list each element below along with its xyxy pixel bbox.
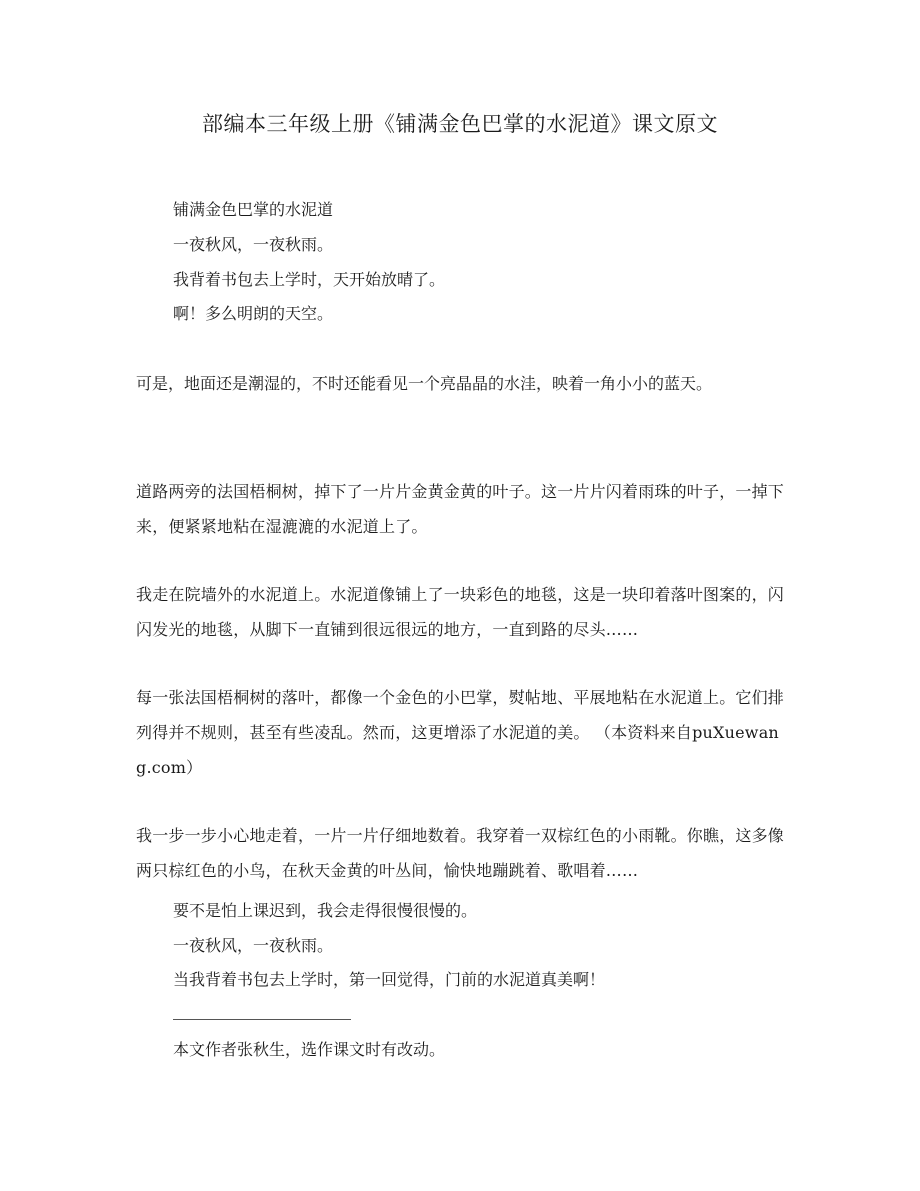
text-line-5: 一夜秋风，一夜秋雨。 (173, 936, 334, 955)
text-line-1: 一夜秋风，一夜秋雨。 (173, 235, 334, 254)
text-line-4: 要不是怕上课迟到，我会走得很慢很慢的。 (173, 901, 478, 920)
text-line-3: 啊！多么明朗的天空。 (173, 304, 334, 323)
text-line-6: 当我背着书包去上学时，第一回觉得，门前的水泥道真美啊！ (173, 970, 606, 989)
footnote-divider (173, 1019, 351, 1020)
paragraph-3: 我走在院墙外的水泥道上。水泥道像铺上了一块彩色的地毯，这是一块印着落叶图案的，闪闪发光的地毯，从脚下一直铺到很远很远的地方，一直到路的尽头…… (136, 585, 785, 639)
text-line-2: 我背着书包去上学时，天开始放晴了。 (173, 270, 446, 289)
paragraph-4: 每一张法国梧桐树的落叶，都像一个金色的小巴掌，熨帖地、平展地粘在水泥道上。它们排列得并不规则，甚至有些凌乱。然而，这更增添了水泥道的美。 （本资料来自puXuewang.com） (136, 688, 785, 777)
paragraph-2: 道路两旁的法国梧桐树，掉下了一片片金黄金黄的叶子。这一片片闪着雨珠的叶子，一掉下来，便紧紧地粘在湿漉漉的水泥道上了。 (136, 482, 785, 536)
page-title: 部编本三年级上册《铺满金色巴掌的水泥道》课文原文 (202, 112, 718, 136)
author-note: 本文作者张秋生，选作课文时有改动。 (173, 1040, 446, 1059)
paragraph-1: 可是，地面还是潮湿的，不时还能看见一个亮晶晶的水洼，映着一角小小的蓝天。 (136, 374, 713, 393)
text-subtitle: 铺满金色巴掌的水泥道 (173, 200, 334, 219)
paragraph-5: 我一步一步小心地走着，一片一片仔细地数着。我穿着一双棕红色的小雨靴。你瞧，这多像两只棕红色的小鸟，在秋天金黄的叶丛间，愉快地蹦跳着、歌唱着…… (136, 826, 785, 880)
